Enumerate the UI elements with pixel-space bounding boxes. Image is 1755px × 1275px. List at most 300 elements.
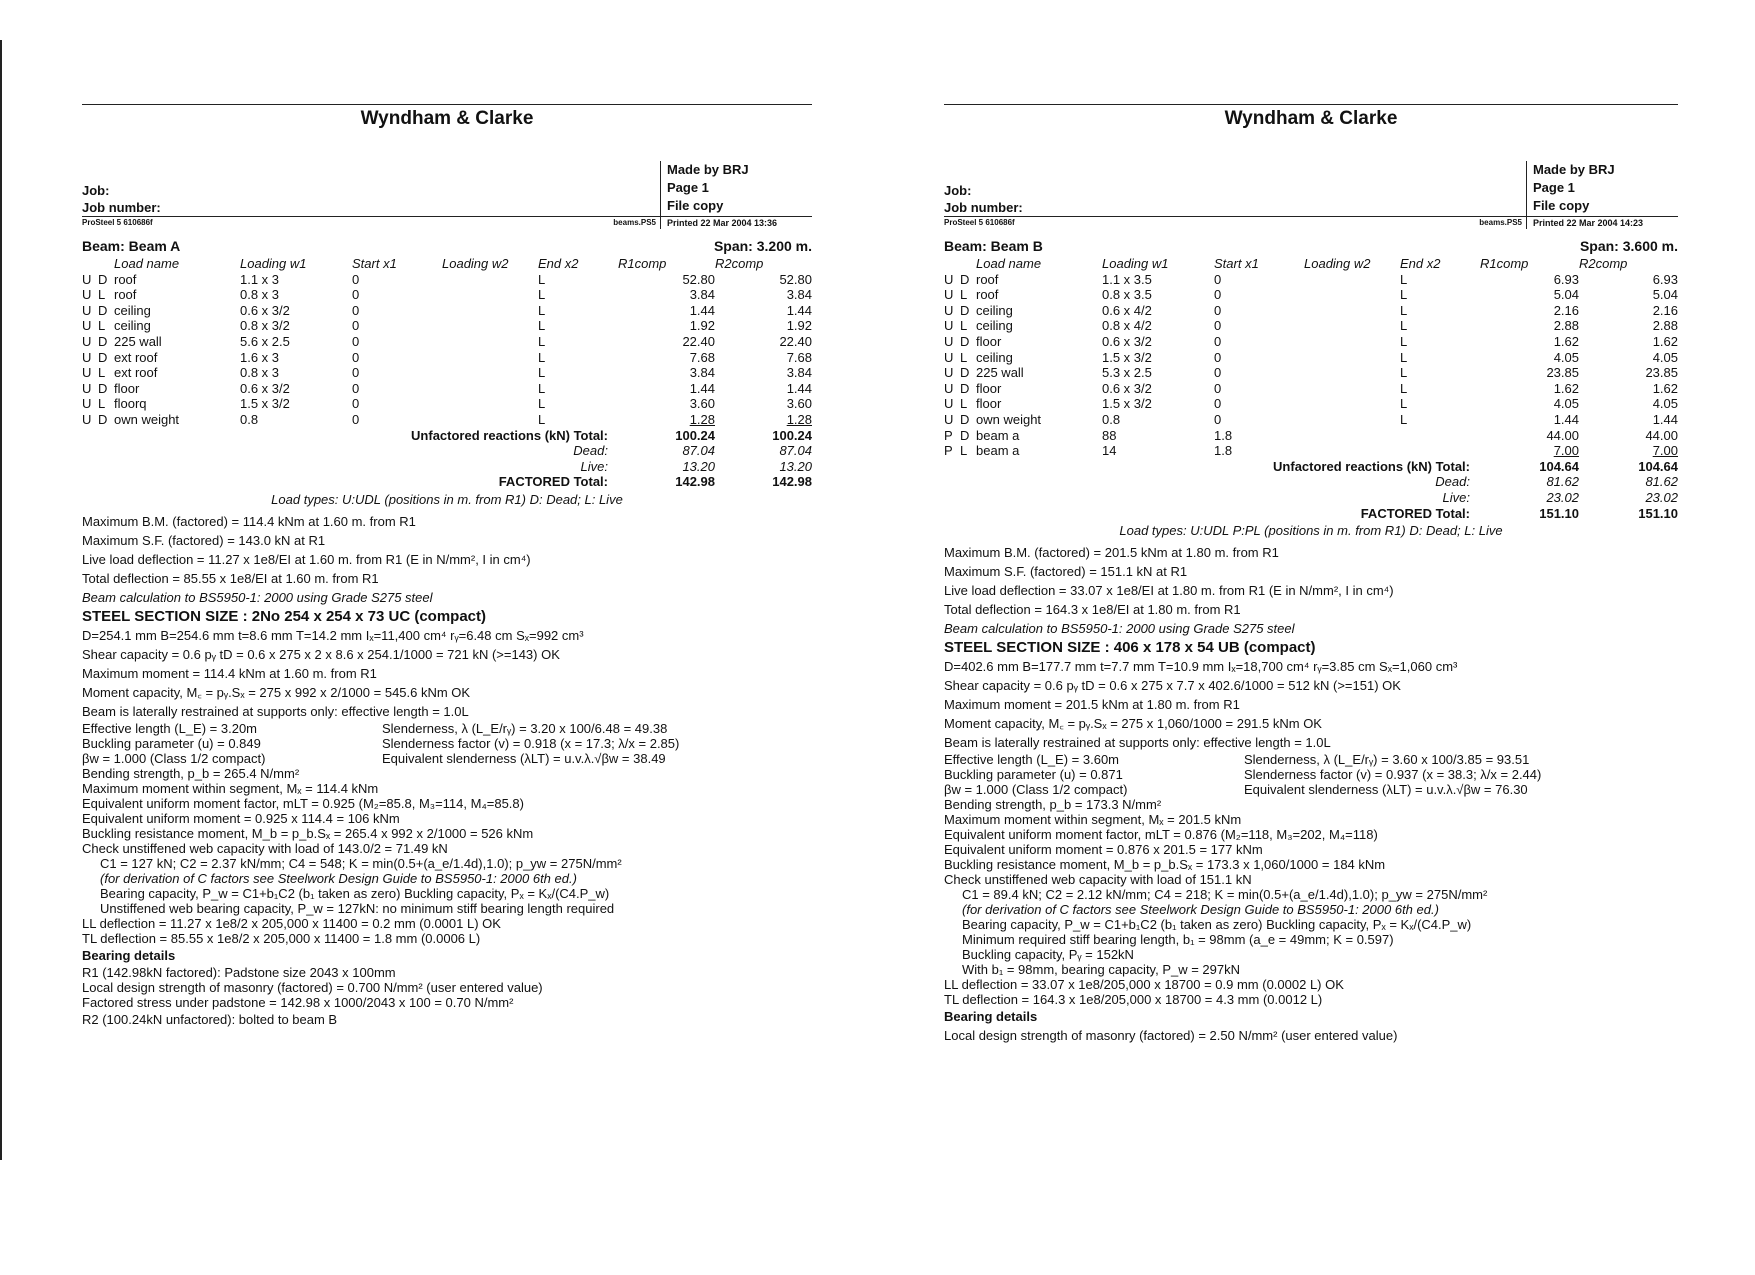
load-cell-dl: L (960, 443, 968, 459)
load-cell-type: U (82, 396, 92, 412)
totals-r1: 87.04 (682, 443, 715, 459)
load-cell-x1: 0 (1214, 396, 1222, 412)
load-row (944, 428, 1678, 444)
load-cell-dl: D (960, 302, 970, 318)
load-cell-x2: L (538, 318, 546, 334)
load-cell-w1: 0.6 x 3/2 (240, 380, 290, 396)
printed-date: Printed 22 Mar 2004 13:36 (660, 217, 812, 229)
load-cell-r1: 5.04 (1553, 287, 1579, 303)
load-cell-x2: L (538, 349, 546, 365)
load-cell-w2 (442, 303, 538, 319)
load-cell-r2: 6.93 (1652, 271, 1678, 287)
calc-line: Maximum B.M. (factored) = 201.5 kNm at 1.80 m. from R1 (944, 544, 1279, 560)
load-row (82, 303, 812, 319)
totals-r2: 151.10 (1638, 505, 1678, 521)
totals-r2: 23.02 (1645, 489, 1678, 505)
load-cell-w1: 0.8 (240, 411, 259, 427)
load-cell-dl: D (98, 333, 108, 349)
calc-line: Equivalent uniform moment factor, mLT = 0.876 (M₂=118, M₃=202, M₄=118) (944, 826, 1378, 842)
calc-line: D=254.1 mm B=254.6 mm t=8.6 mm T=14.2 mm Iₓ=11,400 cm⁴ rᵧ=6.48 cm Sₓ=992 cm³ (82, 627, 584, 643)
load-cell-x1: 0 (1214, 380, 1222, 396)
calc-line-left: Effective length (L_E) = 3.60m (944, 751, 1119, 767)
load-cell-w2 (1304, 272, 1400, 288)
calc-line: Buckling resistance moment, M_b = p_b.Sₓ = 265.4 x 992 x 2/1000 = 526 kNm (82, 825, 534, 841)
load-cell-x2: L (1400, 287, 1408, 303)
load-cell-r1: 1.92 (689, 318, 715, 334)
beam-label: Beam: Beam B (944, 238, 1043, 254)
load-cell-w1: 0.6 x 3/2 (240, 302, 290, 318)
calc-line-left: Buckling parameter (u) = 0.849 (82, 735, 261, 751)
load-cell-r2: 3.60 (786, 396, 812, 412)
load-cell-r1: 1.44 (689, 302, 715, 318)
loads-header-row (944, 256, 1678, 272)
load-cell-x2: L (1400, 302, 1408, 318)
load-cell-r1: 2.88 (1553, 318, 1579, 334)
load-cell-type: U (82, 411, 92, 427)
load-cell-type: U (82, 365, 92, 381)
load-row (944, 365, 1678, 381)
calc-sheet-beam-a (82, 104, 812, 1029)
totals-r2: 142.98 (772, 474, 812, 490)
load-cell-w1: 1.5 x 3/2 (240, 396, 290, 412)
calc-line: Live load deflection = 11.27 x 1e8/EI at 1.60 m. from R1 (E in N/mm², I in cm⁴) (82, 551, 531, 567)
calc-line: (for derivation of C factors see Steelwork Design Guide to BS5950-1: 2000 6th ed.) (962, 901, 1439, 917)
col-r1comp: R1comp (1480, 256, 1529, 271)
load-cell-r1: 4.05 (1553, 349, 1579, 365)
load-cell-dl: D (98, 349, 108, 365)
col-loading-w1: Loading w1 (1102, 256, 1169, 271)
software-version: ProSteel 5 610686f (944, 218, 1015, 227)
job-number-label: Job number: (944, 200, 1023, 215)
calc-line: TL deflection = 85.55 x 1e8/2 x 205,000 x 11400 = 1.8 mm (0.0006 L) (82, 930, 481, 946)
calc-line: Beam is laterally restrained at supports only: effective length = 1.0L (82, 703, 469, 719)
load-cell-w1: 1.1 x 3 (240, 271, 280, 287)
calc-line (82, 721, 812, 736)
software-line (944, 216, 1678, 229)
load-cell-r2: 1.44 (786, 380, 812, 396)
load-row (82, 365, 812, 381)
load-row (944, 272, 1678, 288)
calc-line: R1 (142.98kN factored): Padstone size 2043 x 100mm (82, 964, 396, 980)
load-cell-type: U (944, 349, 954, 365)
calc-line: C1 = 127 kN; C2 = 2.37 kN/mm; C4 = 548; K = min(0.5+(a_e/1.4d),1.0); p_yw = 275N/mm² (100, 855, 622, 871)
load-cell-w1: 0.8 (1102, 411, 1121, 427)
load-cell-x1: 0 (1214, 287, 1222, 303)
calc-line: Equivalent uniform moment factor, mLT = 0.925 (M₂=85.8, M₃=114, M₄=85.8) (82, 795, 524, 811)
load-cell-x2: L (538, 287, 546, 303)
load-cell-r1: 1.44 (689, 380, 715, 396)
col-loading-w2: Loading w2 (1304, 256, 1371, 271)
load-cell-w2 (442, 318, 538, 334)
load-cell-type: U (944, 302, 954, 318)
load-cell-dl: D (960, 411, 970, 427)
totals-r2: 100.24 (772, 427, 812, 443)
calc-line-left: Effective length (L_E) = 3.20m (82, 720, 257, 736)
calc-line (82, 736, 812, 751)
load-cell-name: ceiling (976, 302, 1013, 318)
load-cell-r2: 23.85 (1645, 365, 1678, 381)
calc-line: Beam calculation to BS5950-1: 2000 using Grade S275 steel (944, 620, 1295, 636)
load-cell-w2 (442, 412, 538, 428)
calc-line: Beam is laterally restrained at supports only: effective length = 1.0L (944, 734, 1331, 750)
scan-edge (0, 40, 2, 1160)
load-cell-x1: 0 (1214, 318, 1222, 334)
calc-line (944, 752, 1678, 767)
file-name: beams.PS5 (1479, 218, 1522, 227)
load-cell-name: roof (114, 287, 137, 303)
load-cell-r2: 4.05 (1652, 349, 1678, 365)
totals-r2: 81.62 (1645, 474, 1678, 490)
col-r2comp: R2comp (715, 256, 764, 271)
load-types-note: Load types: U:UDL P:PL (positions in m. from R1) D: Dead; L: Live (1119, 523, 1503, 539)
load-cell-w2 (442, 381, 538, 397)
load-cell-w2 (442, 365, 538, 381)
load-cell-x2 (1400, 443, 1480, 459)
totals-label: FACTORED Total: (498, 474, 608, 490)
calc-line: Bearing details (82, 947, 176, 963)
calc-line (944, 782, 1678, 797)
calc-line: Bearing details (944, 1008, 1038, 1024)
load-cell-x2: L (1400, 349, 1408, 365)
load-row (82, 287, 812, 303)
calc-line-left: βw = 1.000 (Class 1/2 compact) (82, 750, 266, 766)
calc-line: Bearing capacity, P_w = C1+b₁C2 (b₁ taken as zero) Buckling capacity, Pₓ = Kₓ/(C4.P_w) (962, 916, 1472, 932)
load-cell-dl: L (960, 318, 968, 334)
load-cell-w1: 1.5 x 3/2 (1102, 396, 1152, 412)
load-cell-w2 (1304, 334, 1400, 350)
calc-line: Maximum S.F. (factored) = 151.1 kN at R1 (944, 563, 1188, 579)
calc-line: Shear capacity = 0.6 pᵧ tD = 0.6 x 275 x 2 x 8.6 x 254.1/1000 = 721 kN (>=143) OK (82, 646, 560, 662)
calculation-lines (82, 512, 812, 1029)
load-cell-x1: 0 (352, 333, 360, 349)
load-cell-r1: 1.44 (1553, 411, 1579, 427)
calc-line: Bearing capacity, P_w = C1+b₁C2 (b₁ taken as zero) Buckling capacity, Pₓ = Kₓ/(C4.P_w) (100, 885, 610, 901)
load-cell-w2 (1304, 350, 1400, 366)
load-cell-x2: L (1400, 396, 1408, 412)
load-cell-type: U (944, 271, 954, 287)
load-cell-dl: L (98, 287, 106, 303)
load-cell-x1: 1.8 (1214, 427, 1233, 443)
load-cell-w2 (442, 350, 538, 366)
calc-line: Check unstiffened web capacity with load of 143.0/2 = 71.49 kN (82, 840, 448, 856)
calc-sheet-beam-b (944, 104, 1678, 1045)
totals-label: FACTORED Total: (1360, 505, 1470, 521)
software-version: ProSteel 5 610686f (82, 218, 153, 227)
load-cell-w2 (1304, 287, 1400, 303)
sheet-info (660, 161, 812, 216)
load-cell-w2 (442, 334, 538, 350)
load-cell-w1: 5.6 x 2.5 (240, 333, 290, 349)
load-cell-r2: 7.68 (786, 349, 812, 365)
calc-line-right: Equivalent slenderness (λLT) = u.v.λ.√βw = 38.49 (382, 750, 666, 766)
calc-line-right: Slenderness, λ (L_E/rᵧ) = 3.60 x 100/3.85 = 93.51 (1244, 751, 1530, 767)
job-label: Job: (82, 183, 110, 198)
load-cell-w1: 0.8 x 3/2 (240, 318, 290, 334)
load-cell-type: U (82, 333, 92, 349)
load-row (82, 334, 812, 350)
load-cell-x2: L (538, 271, 546, 287)
load-cell-name: beam a (976, 427, 1020, 443)
company-name: Wyndham & Clarke (1224, 108, 1398, 129)
top-rule (82, 104, 812, 105)
totals-row (944, 459, 1678, 475)
calc-line: (for derivation of C factors see Steelwork Design Guide to BS5950-1: 2000 6th ed.) (100, 870, 577, 886)
load-cell-x1: 0 (1214, 271, 1222, 287)
load-cell-x1: 0 (352, 287, 360, 303)
load-cell-x2: L (538, 411, 546, 427)
load-row (944, 350, 1678, 366)
load-cell-x1: 0 (1214, 349, 1222, 365)
totals-row (82, 443, 812, 459)
load-cell-dl: D (960, 333, 970, 349)
load-cell-x1: 0 (1214, 411, 1222, 427)
header-box (944, 161, 1678, 216)
software-line (82, 216, 812, 229)
load-cell-w2 (1304, 318, 1400, 334)
calc-line: Local design strength of masonry (factored) = 0.700 N/mm² (user entered value) (82, 979, 543, 995)
calc-line: Maximum S.F. (factored) = 143.0 kN at R1 (82, 532, 326, 548)
load-cell-x2: L (538, 365, 546, 381)
load-cell-r2: 3.84 (786, 365, 812, 381)
load-cell-r1: 7.68 (689, 349, 715, 365)
load-cell-r1: 1.28 (689, 411, 715, 427)
load-row (82, 396, 812, 412)
load-cell-r1: 22.40 (682, 333, 715, 349)
load-cell-w1: 1.6 x 3 (240, 349, 280, 365)
load-cell-dl: D (960, 427, 970, 443)
load-cell-r2: 1.28 (786, 411, 812, 427)
col-start-x1: Start x1 (1214, 256, 1259, 271)
load-cell-r1: 1.62 (1553, 333, 1579, 349)
load-cell-type: U (944, 365, 954, 381)
totals-label: Unfactored reactions (kN) Total: (1273, 458, 1470, 474)
beam-line (82, 239, 812, 256)
load-row (944, 412, 1678, 428)
load-cell-w2 (1304, 428, 1400, 444)
span-label: Span: 3.200 m. (713, 238, 812, 254)
load-cell-name: beam a (976, 443, 1020, 459)
load-cell-dl: D (960, 380, 970, 396)
load-cell-name: floor (976, 380, 1002, 396)
load-cell-type: U (82, 318, 92, 334)
load-cell-type: U (82, 271, 92, 287)
load-cell-w1: 0.8 x 3 (240, 365, 280, 381)
load-cell-type: U (944, 318, 954, 334)
load-cell-name: floorq (114, 396, 147, 412)
load-cell-r2: 3.84 (786, 287, 812, 303)
calc-line-right: Slenderness factor (v) = 0.937 (x = 38.3; λ/x = 2.44) (1244, 766, 1542, 782)
totals-label: Dead: (573, 443, 608, 459)
totals-r2: 104.64 (1638, 458, 1678, 474)
header-box (82, 161, 812, 216)
load-cell-x2: L (1400, 333, 1408, 349)
load-cell-r2: 22.40 (779, 333, 812, 349)
load-cell-w2 (1304, 303, 1400, 319)
load-cell-x2: L (1400, 318, 1408, 334)
load-cell-name: 225 wall (976, 365, 1024, 381)
load-cell-name: ceiling (114, 302, 151, 318)
totals-r1: 13.20 (682, 458, 715, 474)
load-row (944, 396, 1678, 412)
load-cell-dl: L (960, 349, 968, 365)
load-cell-r2: 2.88 (1652, 318, 1678, 334)
load-cell-type: P (944, 443, 953, 459)
load-cell-x2 (1400, 428, 1480, 444)
load-cell-type: U (944, 396, 954, 412)
load-cell-r1: 4.05 (1553, 396, 1579, 412)
calc-line: With b₁ = 98mm, bearing capacity, P_w = 297kN (962, 961, 1240, 977)
totals-row (944, 506, 1678, 522)
printed-date: Printed 22 Mar 2004 14:23 (1526, 217, 1678, 229)
load-cell-w1: 0.8 x 3.5 (1102, 287, 1152, 303)
load-cell-name: roof (114, 271, 137, 287)
load-cell-x2: L (1400, 411, 1408, 427)
load-cell-x2: L (538, 380, 546, 396)
load-cell-r1: 2.16 (1553, 302, 1579, 318)
calc-line: Equivalent uniform moment = 0.925 x 114.4 = 106 kNm (82, 810, 400, 826)
calc-line (82, 751, 812, 766)
load-cell-r2: 1.62 (1652, 333, 1678, 349)
load-cell-type: U (944, 380, 954, 396)
job-label: Job: (944, 183, 972, 198)
load-cell-w2 (442, 272, 538, 288)
col-load-name: Load name (114, 256, 180, 271)
load-row (82, 318, 812, 334)
totals-row (82, 459, 812, 475)
load-cell-x1: 0 (352, 318, 360, 334)
load-cell-name: roof (976, 271, 999, 287)
job-info (944, 161, 1526, 216)
col-loading-w1: Loading w1 (240, 256, 307, 271)
load-cell-w1: 1.1 x 3.5 (1102, 271, 1152, 287)
col-r1comp: R1comp (618, 256, 667, 271)
col-load-name: Load name (976, 256, 1042, 271)
col-end-x2: End x2 (1400, 256, 1441, 271)
calc-line: Maximum moment within segment, Mₓ = 114.4 kNm (82, 780, 379, 796)
load-cell-r1: 3.84 (689, 365, 715, 381)
calc-line: Maximum moment = 114.4 kNm at 1.60 m. from R1 (82, 665, 377, 681)
load-cell-x2: L (538, 333, 546, 349)
top-rule (944, 104, 1678, 105)
load-cell-name: ceiling (976, 318, 1013, 334)
load-row (82, 350, 812, 366)
load-cell-dl: D (960, 271, 970, 287)
load-cell-w1: 0.8 x 3 (240, 287, 280, 303)
calc-line: Check unstiffened web capacity with load of 151.1 kN (944, 871, 1252, 887)
load-cell-x1: 1.8 (1214, 443, 1233, 459)
calc-line: Factored stress under padstone = 142.98 x 1000/2043 x 100 = 0.70 N/mm² (82, 994, 514, 1010)
job-number-label: Job number: (82, 200, 161, 215)
load-cell-x1: 0 (352, 302, 360, 318)
load-cell-name: ceiling (114, 318, 151, 334)
loads-header-row (82, 256, 812, 272)
load-cell-x1: 0 (1214, 365, 1222, 381)
calc-line-right: Slenderness factor (v) = 0.918 (x = 17.3; λ/x = 2.85) (382, 735, 680, 751)
load-cell-dl: D (98, 271, 108, 287)
totals-r2: 87.04 (779, 443, 812, 459)
calc-line: Total deflection = 164.3 x 1e8/EI at 1.80 m. from R1 (944, 601, 1241, 617)
load-cell-r2: 4.05 (1652, 396, 1678, 412)
load-types-note: Load types: U:UDL (positions in m. from R1) D: Dead; L: Live (271, 491, 623, 507)
page-number: Page 1 (667, 180, 709, 195)
copy-type: File copy (667, 198, 724, 213)
load-cell-name: floor (976, 396, 1002, 412)
calc-line: Buckling resistance moment, M_b = p_b.Sₓ = 173.3 x 1,060/1000 = 184 kNm (944, 856, 1386, 872)
file-name: beams.PS5 (613, 218, 656, 227)
calc-line: LL deflection = 11.27 x 1e8/2 x 205,000 x 11400 = 0.2 mm (0.0001 L) OK (82, 915, 501, 931)
load-row (944, 287, 1678, 303)
calc-line: TL deflection = 164.3 x 1e8/205,000 x 18700 = 4.3 mm (0.0012 L) (944, 991, 1323, 1007)
load-cell-name: ext roof (114, 349, 158, 365)
load-cell-name: ceiling (976, 349, 1013, 365)
load-cell-type: P (944, 427, 953, 443)
totals-row (944, 490, 1678, 506)
load-cell-r1: 3.60 (689, 396, 715, 412)
made-by: Made by BRJ (1533, 162, 1615, 177)
load-cell-r1: 7.00 (1553, 443, 1579, 459)
load-cell-x2: L (1400, 380, 1408, 396)
totals-row (82, 428, 812, 444)
calc-line-right: Slenderness, λ (L_E/rᵧ) = 3.20 x 100/6.48 = 49.38 (382, 720, 668, 736)
load-cell-dl: L (98, 365, 106, 381)
load-cell-x1: 0 (1214, 333, 1222, 349)
load-cell-dl: L (960, 396, 968, 412)
load-cell-w2 (1304, 365, 1400, 381)
calc-line: Local design strength of masonry (factored) = 2.50 N/mm² (user entered value) (944, 1027, 1398, 1043)
load-cell-w1: 0.8 x 4/2 (1102, 318, 1152, 334)
load-cell-x1: 0 (352, 271, 360, 287)
totals-r1: 81.62 (1546, 474, 1579, 490)
load-cell-x2: L (538, 396, 546, 412)
load-cell-w2 (1304, 443, 1400, 459)
calc-line: STEEL SECTION SIZE : 406 x 178 x 54 UB (compact) (944, 638, 1316, 656)
load-cell-r2: 44.00 (1645, 427, 1678, 443)
totals-label: Unfactored reactions (kN) Total: (411, 427, 608, 443)
load-cell-x1: 0 (352, 349, 360, 365)
load-row (944, 303, 1678, 319)
load-cell-w1: 0.6 x 3/2 (1102, 380, 1152, 396)
calc-line: Maximum moment within segment, Mₓ = 201.5 kNm (944, 811, 1242, 827)
calc-line-left: Buckling parameter (u) = 0.871 (944, 766, 1123, 782)
calc-line-left: βw = 1.000 (Class 1/2 compact) (944, 781, 1128, 797)
copy-type: File copy (1533, 198, 1590, 213)
load-cell-dl: D (98, 380, 108, 396)
calc-line: Total deflection = 85.55 x 1e8/EI at 1.60 m. from R1 (82, 570, 379, 586)
load-cell-r1: 23.85 (1546, 365, 1579, 381)
load-cell-w2 (442, 396, 538, 412)
load-cell-type: U (82, 302, 92, 318)
totals-label: Live: (1442, 489, 1470, 505)
col-loading-w2: Loading w2 (442, 256, 509, 271)
load-cell-x2: L (538, 302, 546, 318)
load-cell-r2: 1.62 (1652, 380, 1678, 396)
job-info (82, 161, 660, 216)
calc-line: Maximum moment = 201.5 kNm at 1.80 m. from R1 (944, 696, 1240, 712)
calc-line: Maximum B.M. (factored) = 114.4 kNm at 1.60 m. from R1 (82, 513, 416, 529)
load-cell-r2: 1.92 (786, 318, 812, 334)
calc-line: Bending strength, p_b = 265.4 N/mm² (82, 765, 300, 781)
calc-line (944, 767, 1678, 782)
load-cell-type: U (82, 349, 92, 365)
load-row (944, 381, 1678, 397)
load-row (82, 272, 812, 288)
made-by: Made by BRJ (667, 162, 749, 177)
totals-label: Dead: (1435, 474, 1470, 490)
span-label: Span: 3.600 m. (1579, 238, 1678, 254)
load-cell-r2: 1.44 (1652, 411, 1678, 427)
load-cell-dl: L (960, 287, 968, 303)
totals-row (944, 474, 1678, 490)
